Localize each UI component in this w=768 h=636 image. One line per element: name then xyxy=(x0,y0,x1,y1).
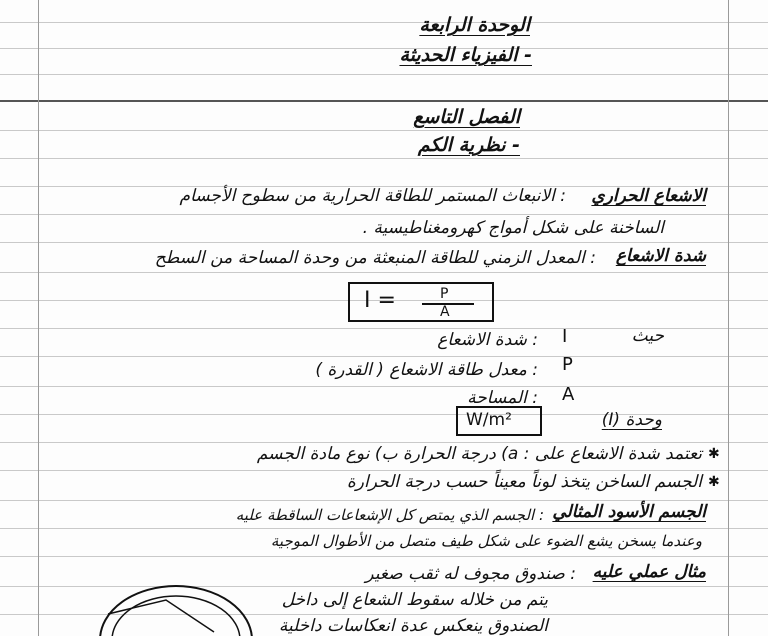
symbol-i: I xyxy=(562,326,568,347)
ruled-line xyxy=(0,214,768,215)
symbol-p-meaning: : معدل طاقة الاشعاع ( القدرة ) xyxy=(315,360,538,380)
ruled-line xyxy=(0,242,768,243)
bullet-1: تعتمد شدة الاشعاع على : a) درجة الحرارة ب) نوع مادة الجسم xyxy=(256,444,702,464)
right-margin-line xyxy=(728,0,729,636)
ruled-line xyxy=(0,272,768,273)
left-margin-line xyxy=(38,0,39,636)
example-line-3: الصندوق ينعكس عدة انعكاسات داخلية xyxy=(278,616,548,636)
ruled-line xyxy=(0,22,768,23)
blackbody-definition: : الجسم الذي يمتص كل الإشعاعات الساقطة عليه xyxy=(235,506,544,524)
thermal-radiation-definition-cont: الساخنة على شكل أمواج كهرومغناطيسية . xyxy=(362,218,664,238)
example-line-2: يتم من خلاله سقوط الشعاع إلى داخل xyxy=(281,590,548,610)
bullet-2: الجسم الساخن يتخذ لوناً معيناً حسب درجة الحرارة xyxy=(346,472,702,492)
ruled-line xyxy=(0,528,768,529)
ruled-line xyxy=(0,442,768,443)
thermal-radiation-definition: : الانبعاث المستمر للطاقة الحرارية من سطوح الأجسام xyxy=(179,186,566,206)
chapter-title: الفصل التاسع xyxy=(413,106,520,128)
where-label: حيث xyxy=(631,326,664,346)
formula-denominator: A xyxy=(440,304,450,320)
symbol-i-meaning: : شدة الاشعاع xyxy=(437,330,538,350)
ruled-line xyxy=(0,470,768,471)
ruled-line xyxy=(0,74,768,75)
intensity-definition: : المعدل الزمني للطاقة المنبعثة من وحدة المساحة من السطح xyxy=(154,248,596,268)
unit-value: W/m² xyxy=(466,410,512,430)
unit-title: الوحدة الرابعة xyxy=(419,14,530,36)
ruled-line xyxy=(0,356,768,357)
thermal-radiation-term: الاشعاع الحراري xyxy=(591,186,706,206)
unit-subtitle: - الفيزياء الحديثة xyxy=(399,44,532,66)
example-line-1: : صندوق مجوف له ثقب صغير xyxy=(365,564,576,584)
formula-lhs: I = xyxy=(364,288,396,313)
unit-label: وحدة (I) xyxy=(601,410,662,430)
formula-numerator: P xyxy=(440,286,449,302)
ruled-line xyxy=(0,386,768,387)
intensity-formula-box xyxy=(348,282,494,322)
bullet-star-icon: ✱ xyxy=(708,446,720,462)
symbol-p: P xyxy=(562,354,573,375)
cavity-sketch xyxy=(96,584,256,636)
symbol-a-meaning: : المساحة xyxy=(467,388,538,408)
intensity-term: شدة الاشعاع xyxy=(615,246,706,266)
unit-box xyxy=(456,406,542,436)
blackbody-term: الجسم الأسود المثالي xyxy=(552,502,706,522)
ruled-line xyxy=(0,130,768,131)
section-divider xyxy=(0,100,768,102)
ruled-line xyxy=(0,48,768,49)
ruled-line xyxy=(0,158,768,159)
symbol-a: A xyxy=(562,384,575,405)
example-term: مثال عملي عليه xyxy=(592,562,706,582)
ruled-line xyxy=(0,556,768,557)
blackbody-definition-cont: وعندما يسخن يشع الضوء على شكل طيف متصل من الأطوال الموجية xyxy=(270,532,702,550)
cavity-inner-outline xyxy=(112,596,240,636)
ruled-line xyxy=(0,500,768,501)
reflection-ray xyxy=(108,600,214,632)
bullet-star-icon: ✱ xyxy=(708,474,720,490)
chapter-subtitle: - نظرية الكم xyxy=(417,134,520,156)
